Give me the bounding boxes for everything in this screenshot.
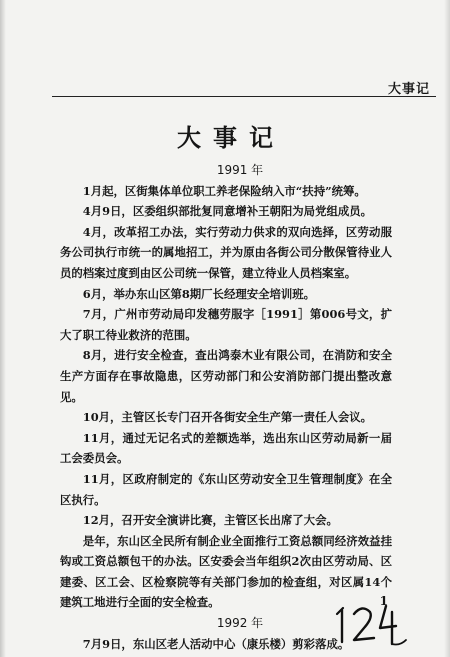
entry-paragraph: 1月起，区街集体单位职工养老保险纳入市“扶持”统筹。: [82, 183, 366, 198]
running-head: 大事记: [387, 82, 430, 97]
handwritten-page-mark: [330, 596, 430, 648]
entry-paragraph: 7月9日，东山区老人活动中心（康乐楼）剪彩落成。: [82, 636, 350, 651]
page-number: 1: [379, 594, 388, 608]
chronicle-body: [60, 160, 392, 654]
entry-paragraph: 8月，进行安全检查，查出鸿泰木业有限公司，在消防和安全生产方面存在事故隐患，区劳动部门和公安消防部门提出整改意见。: [60, 348, 392, 404]
entry-paragraph: 12月，召开安全演讲比赛，主管区长出席了大会。: [82, 513, 338, 528]
page-title: 大事记: [177, 123, 285, 152]
entry-paragraph: 6月，举办东山区第8期厂长经理安全培训班。: [82, 286, 316, 301]
entry-paragraph: 7月，广州市劳动局印发穗劳服字［1991］第006号文，扩大了职工待业救济的范围。: [60, 307, 392, 342]
entry-paragraph: 4月，改革招工办法，实行劳动力供求的双向选择，区劳动服务公司执行市统一的属地招工，并为原由各街公司分散保管待业人员的档案过度到由区公司统一保管，建立待业人员档案室。: [60, 224, 392, 280]
year-heading-1991: 1991 年: [216, 163, 264, 177]
year-heading-1992: 1992 年: [216, 616, 264, 631]
header-rule: [52, 96, 436, 97]
page-edge-shadow-left: [0, 0, 6, 657]
entry-paragraph: 11月，通过无记名式的差额选举，选出东山区劳动局新一届工会委员会。: [60, 430, 392, 466]
page-edge-shadow-right: [444, 0, 450, 657]
entry-paragraph: 4月9日，区委组织部批复同意增补王朝阳为局党组成员。: [82, 204, 373, 219]
entry-paragraph: 10月，主管区长专门召开各街安全生产第一责任人会议。: [82, 410, 373, 425]
entry-paragraph: 11月，区政府制定的《东山区劳动安全卫生管理制度》在全区执行。: [60, 471, 392, 507]
entry-paragraph: 是年，东山区全民所有制企业全面推行工资总额同经济效益挂钩或工资总额包干的办法。区安委会当年组织2次由区劳动局、区建委、区工会、区检察院等有关部门参加的检查组，对区属14个建筑工地进行全面的安全检查。: [60, 533, 392, 610]
